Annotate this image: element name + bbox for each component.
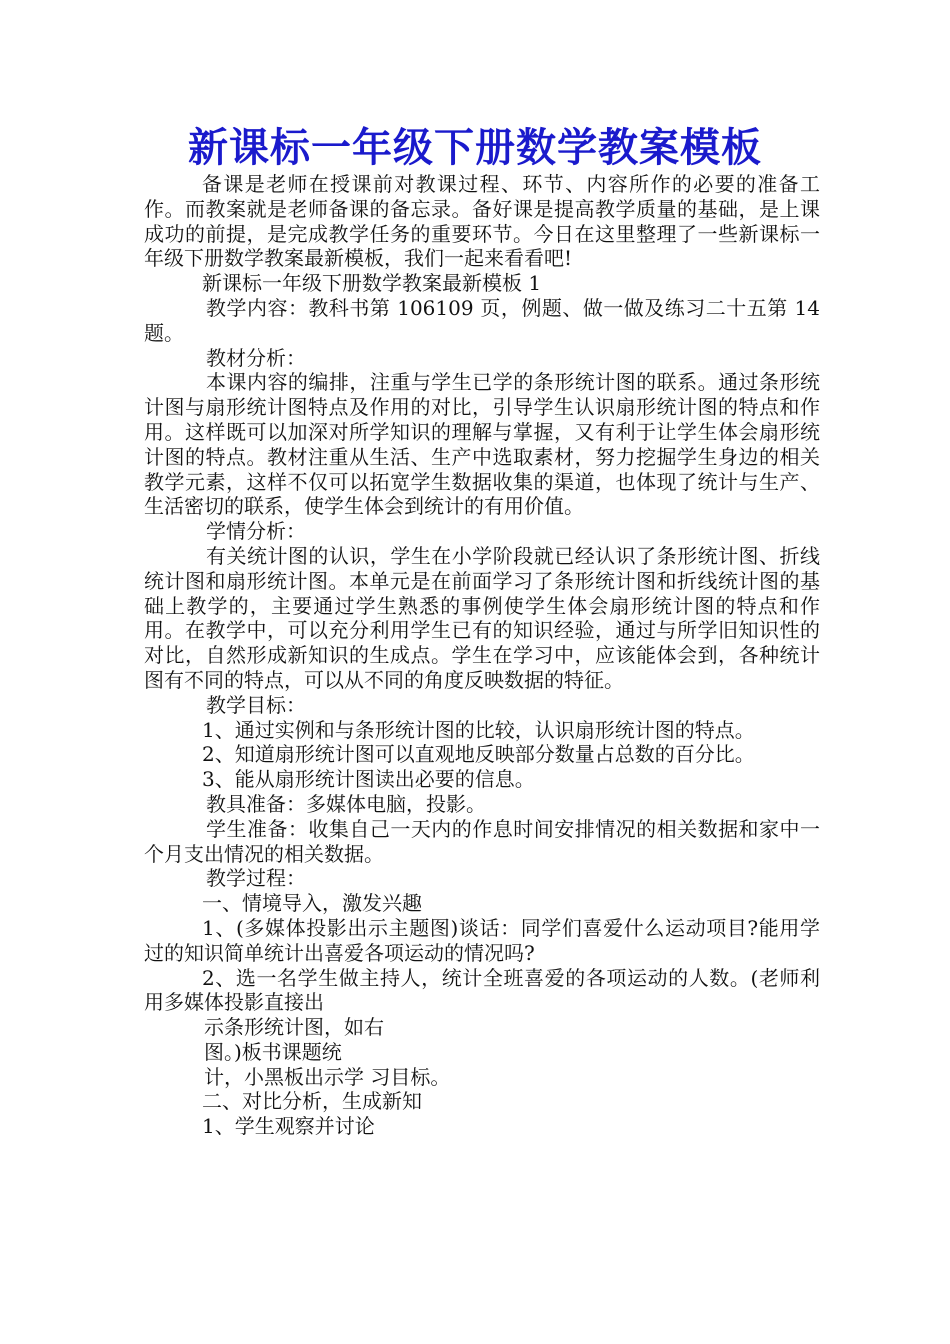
- teaching-goal-item: 1、通过实例和与条形统计图的比较，认识扇形统计图的特点。: [202, 717, 755, 742]
- student-preparation: 学生准备：收集自己一天内的作息时间安排情况的相关数据和家中一个月支出情况的相关数据。: [144, 816, 820, 866]
- teaching-aids: 教具准备：多媒体电脑，投影。: [206, 791, 486, 816]
- process-step-heading: 二、对比分析，生成新知: [202, 1089, 422, 1114]
- student-analysis-paragraph: 有关统计图的认识，学生在小学阶段就已经认识了条形统计图、折线统计图和扇形统计图。本单元是在前面学习了条形统计图和折线统计图的基础上教学的，主要通过学生熟悉的事例使学生体会扇形统计图的特点和作用。在教学中，可以充分利用学生已有的知识经验，通过与所学旧知识性的对比，自然形成新知识的生成点。学生在学习中，应该能体会到，各种统计图有不同的特点，可以从不同的角度反映数据的特征。: [144, 543, 820, 692]
- process-step-item: 2、选一名学生做主持人，统计全班喜爱的各项运动的人数。(老师利用多媒体投影直接出: [144, 965, 820, 1015]
- teaching-content: 教学内容：教科书第 106109 页，例题、做一做及练习二十五第 14 题。: [144, 295, 820, 345]
- process-step-continuation: 计，小黑板出示学 习目标。: [204, 1064, 451, 1089]
- intro-paragraph: 备课是老师在授课前对教课过程、环节、内容所作的必要的准备工作。而教案就是老师备课的备忘录。备好课是提高教学质量的基础，是上课成功的前提，是完成教学任务的重要环节。今日在这里整理了一些新课标一年级下册数学教案最新模板，我们一起来看看吧!: [144, 172, 820, 271]
- template-heading: 新课标一年级下册数学教案最新模板 1: [202, 271, 542, 296]
- process-step-item: 1、(多媒体投影出示主题图)谈话：同学们喜爱什么运动项目?能用学过的知识简单统计出喜爱各项运动的情况吗?: [144, 915, 820, 965]
- section-heading-teaching-goals: 教学目标：: [206, 692, 306, 717]
- textbook-analysis-paragraph: 本课内容的编排，注重与学生已学的条形统计图的联系。通过条形统计图与扇形统计图特点及作用的对比，引导学生认识扇形统计图的特点和作用。这样既可以加深对所学知识的理解与掌握，又有利于让学生体会扇形统计图的特点。教材注重从生活、生产中选取素材，努力挖掘学生身边的相关教学元素，这样不仅可以拓宽学生数据收集的渠道，也体现了统计与生产、生活密切的联系，使学生体会到统计的有用价值。: [144, 370, 820, 519]
- section-heading-teaching-process: 教学过程：: [206, 866, 306, 891]
- document-body: [144, 172, 820, 1139]
- process-step-continuation: 示条形统计图，如右: [204, 1015, 384, 1040]
- process-step-heading: 一、情境导入，激发兴趣: [202, 891, 422, 916]
- teaching-goal-item: 2、知道扇形统计图可以直观地反映部分数量占总数的百分比。: [202, 742, 755, 767]
- process-step-item: 1、学生观察并讨论: [202, 1114, 375, 1139]
- process-step-continuation: 图。)板书课题统: [204, 1039, 342, 1064]
- teaching-goal-item: 3、能从扇形统计图读出必要的信息。: [202, 767, 535, 792]
- section-heading-textbook-analysis: 教材分析：: [206, 345, 306, 370]
- section-heading-student-analysis: 学情分析：: [206, 519, 306, 544]
- document-title: 新课标一年级下册数学教案模板: [188, 124, 762, 171]
